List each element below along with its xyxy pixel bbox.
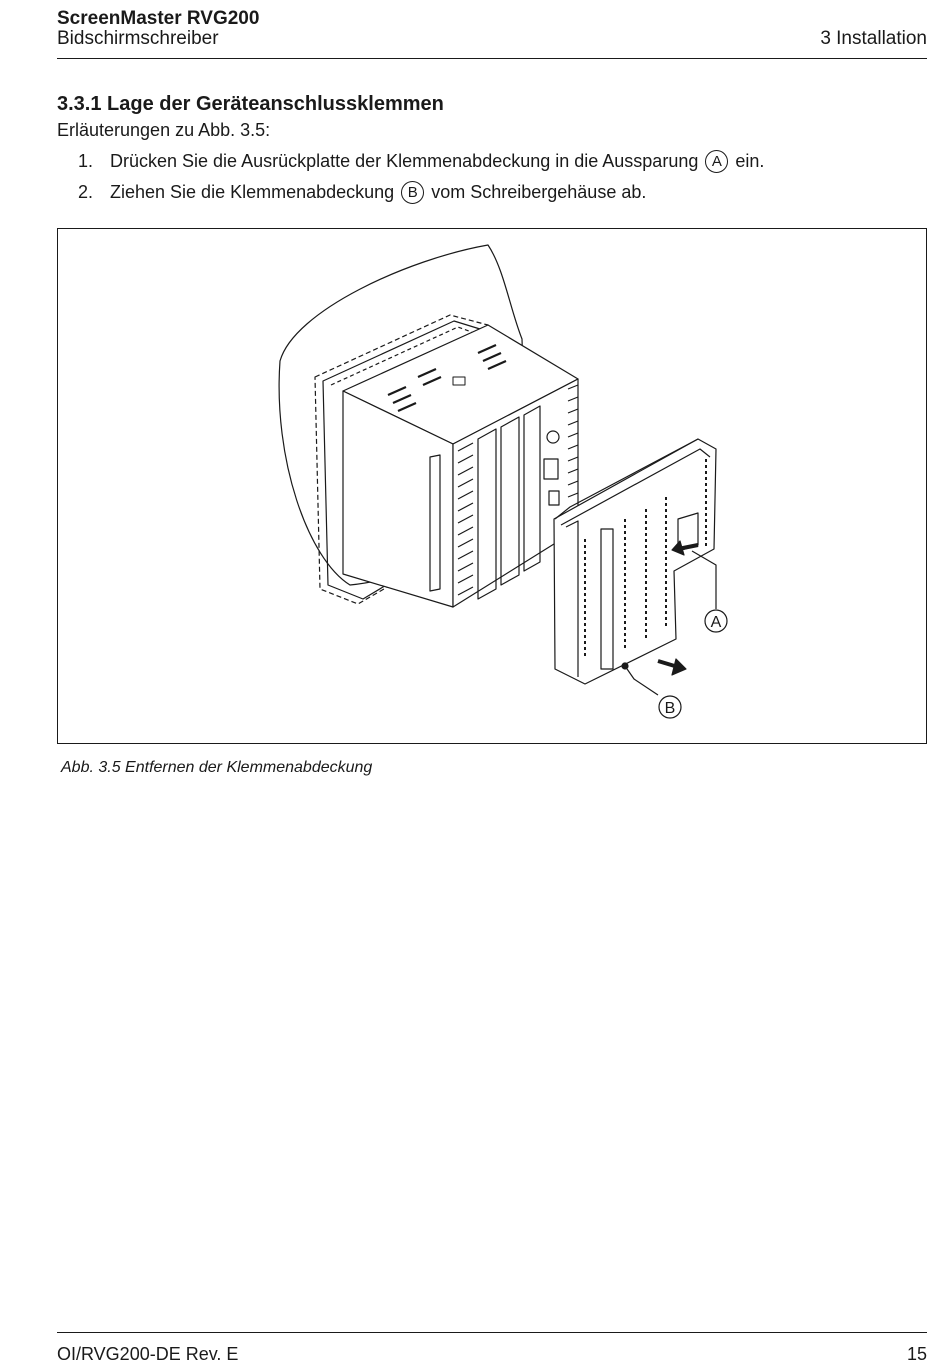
page-footer [57, 1332, 927, 1364]
step-2 [78, 181, 646, 204]
page-number: 15 [906, 1344, 927, 1364]
document-id: OI/RVG200-DE Rev. E [57, 1344, 239, 1364]
product-subtitle: Bidschirmschreiber [57, 28, 219, 49]
figure-caption: Abb. 3.5 Entfernen der Klemmenabdeckung [61, 759, 373, 776]
step-number: 1. [78, 151, 94, 171]
chapter-title: 3 Installation [820, 28, 927, 49]
step-text-end: ein. [735, 151, 765, 171]
figure-frame [57, 228, 927, 744]
page-header [57, 6, 927, 59]
product-name: ScreenMaster RVG200 [57, 8, 260, 29]
callout-marker-a: A [705, 150, 728, 173]
callout-marker-b: B [401, 181, 424, 204]
step-number: 2. [78, 182, 94, 202]
step-1 [78, 150, 764, 173]
section-title: 3.3.1 Lage der Geräteanschlussklemmen [57, 93, 444, 115]
callout-label-a: A [710, 614, 722, 631]
terminal-cover-illustration [58, 229, 926, 743]
step-text-end: vom Schreibergehäuse ab. [431, 182, 647, 202]
step-text: Drücken Sie die Ausrückplatte der Klemmenabdeckung in die Aussparung [110, 151, 699, 171]
intro-text: Erläuterungen zu Abb. 3.5: [57, 120, 271, 140]
step-text: Ziehen Sie die Klemmenabdeckung [110, 182, 395, 202]
callout-label-b: B [664, 700, 676, 717]
